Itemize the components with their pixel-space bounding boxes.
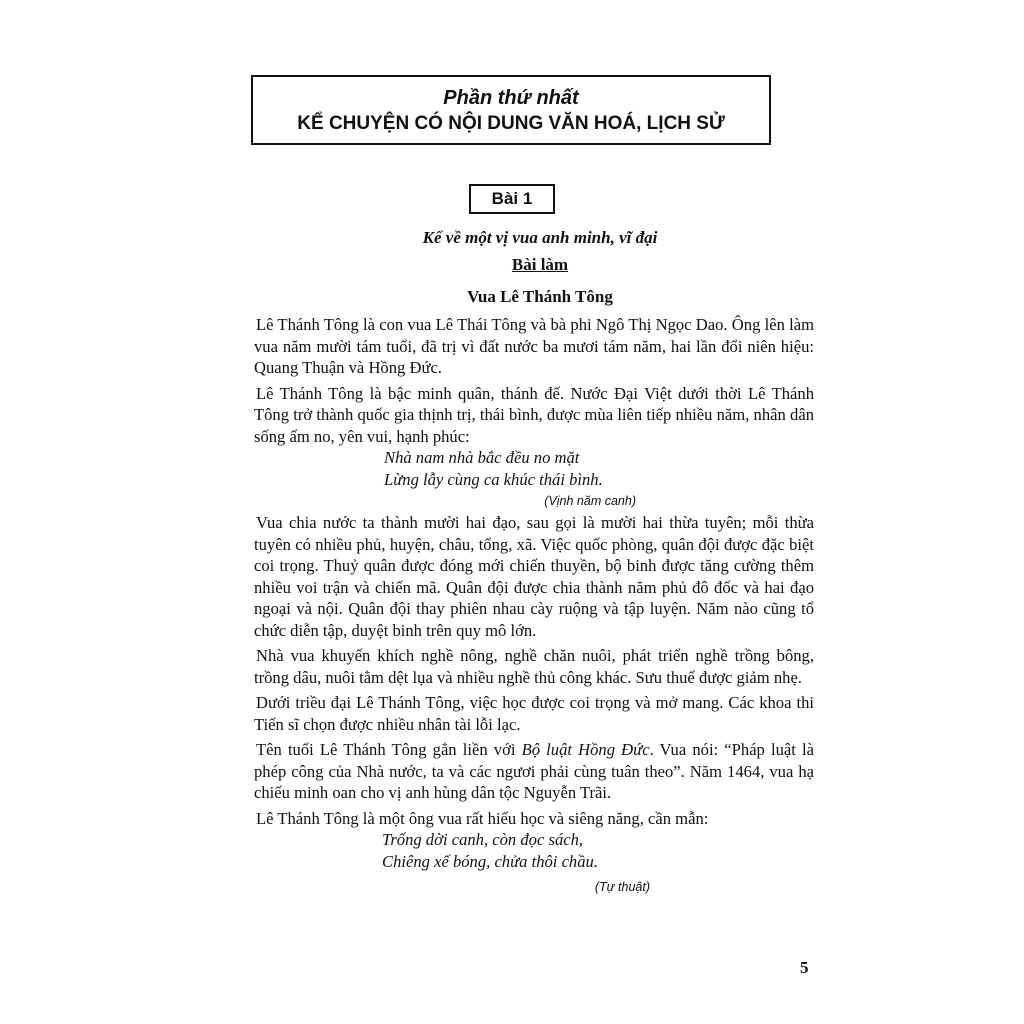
- paragraph: Nhà vua khuyến khích nghề nông, nghề chăn nuôi, phát triển nghề trồng bông, trồng dâu, nuôi tằm dệt lụa và nhiều nghề thủ công khác. Sưu thuế được giảm nhẹ.: [254, 646, 814, 687]
- poem-source: (Vịnh năm canh): [544, 494, 636, 508]
- paragraph: Lê Thánh Tông là bậc minh quân, thánh đế. Nước Đại Việt dưới thời Lê Thánh Tông trở thành quốc gia thịnh trị, thái bình, được mùa liên tiếp nhiều năm, nhân dân sống ấm no, yên vui, hạnh phúc:: [254, 383, 814, 446]
- poem-line: Chiêng xế bóng, chửa thôi chầu.: [382, 852, 598, 871]
- paragraph: Dưới triều đại Lê Thánh Tông, việc học được coi trọng và mở mang. Các khoa thi Tiến sĩ chọn được nhiều nhân tài lỗi lạc.: [254, 693, 814, 734]
- story-title: Vua Lê Thánh Tông: [467, 287, 613, 306]
- content-body: [254, 226, 814, 901]
- part-header-box: [251, 75, 771, 145]
- law-text-before: Tên tuổi Lê Thánh Tông gắn liền với: [256, 740, 522, 759]
- poem-source: (Tự thuật): [594, 880, 650, 894]
- part-subtitle: KỂ CHUYỆN CÓ NỘI DUNG VĂN HOÁ, LỊCH SỬ: [297, 113, 725, 134]
- part-title: Phần thứ nhất: [443, 87, 579, 109]
- page-number: 5: [800, 958, 809, 977]
- paragraph-law: [254, 739, 814, 804]
- paragraph: Lê Thánh Tông là con vua Lê Thái Tông và bà phi Ngô Thị Ngọc Dao. Ông lên làm vua năm mười tám tuổi, đã trị vì đất nước ba mươi tám năm, hai lần đổi niên hiệu: Quang Thuận và Hồng Đức.: [254, 315, 814, 377]
- poem-line: Nhà nam nhà bắc đều no mặt: [384, 448, 580, 467]
- poem-line: Lừng lẫy cùng ca khúc thái bình.: [384, 469, 603, 489]
- lesson-topic: Kể về một vị vua anh minh, vĩ đại: [422, 228, 658, 247]
- paragraph: Vua chia nước ta thành mười hai đạo, sau gọi là mười hai thừa tuyên; mỗi thừa tuyên có nhiều phủ, huyện, châu, tổng, xã. Việc quốc phòng, quân đội được đặc biệt coi trọng. Thuỷ quân được đóng mới chiến thuyền, bộ binh được tăng cường thêm nhiều voi trận và chiến mã. Quân đội được chia thành năm phủ đô đốc và hai đạo ngoại và nội. Quân đội thay phiên nhau cày ruộng và tập luyện. Năm nào cũng tổ chức diễn tập, duyệt binh trên quy mô lớn.: [254, 513, 814, 640]
- poem-line: Trống dời canh, còn đọc sách,: [382, 830, 584, 849]
- lesson-label: Bài 1: [469, 184, 555, 214]
- paragraph: Lê Thánh Tông là một ông vua rất hiếu học và siêng năng, cần mẫn:: [256, 808, 709, 828]
- law-text-after: . Vua nói: “Pháp luật là phép công của Nhà nước, ta và các ngươi phải cùng tuân theo”. Năm 1464, vua hạ chiếu minh oan cho vị anh hùng dân tộc Nguyễn Trãi.: [254, 740, 814, 802]
- law-text-italic: Bộ luật Hồng Đức: [521, 740, 650, 759]
- lesson-heading: Bài làm: [511, 255, 569, 274]
